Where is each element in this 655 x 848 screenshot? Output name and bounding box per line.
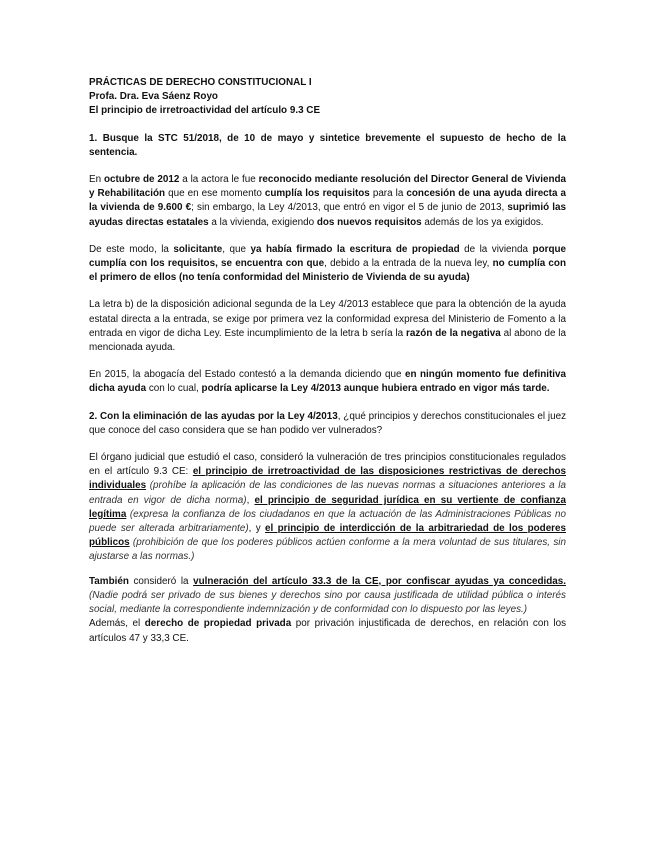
text-run: de la vivienda: [459, 243, 533, 255]
text-run: a la vivienda, exigiendo: [208, 216, 317, 228]
text-run: Además, el: [89, 618, 145, 630]
answer-1-paragraph-4: [89, 368, 566, 396]
course-title: PRÁCTICAS DE DERECHO CONSTITUCIONAL I: [89, 77, 312, 88]
text-run: el principio de irretroactividad de las disposiciones restrictivas de derechos individuales: [89, 466, 566, 492]
text-run: ; sin embargo, la Ley 4/2013, que entró en vigor el 5 de junio de 2013,: [191, 202, 508, 214]
text-run: el principio de seguridad jurídica en su vertiente de confianza legítima: [89, 494, 566, 520]
text-run: cumplía los requisitos: [264, 188, 370, 200]
text-run: el principio de interdicción de la arbitrariedad de los poderes públicos: [89, 523, 567, 549]
text-run: al abono de la mencionada ayuda.: [89, 327, 566, 354]
text-run: (prohíbe la aplicación de las condiciones de las nuevas normas a situaciones anteriores a la entrada en vigor de dicha norma): [89, 480, 566, 506]
text-run: En 2015, la abogacía del Estado contestó a la demanda diciendo que: [89, 369, 405, 381]
text-run: De este modo, la: [89, 243, 174, 255]
professor-name: Profa. Dra. Eva Sáenz Royo: [89, 91, 218, 103]
answer-2-paragraph-3: [89, 617, 566, 645]
text-run: (expresa la confianza de los ciudadanos en que la actuación de las Administraciones Públicas no puede ser alterada arbitrariamente): [89, 508, 566, 535]
answer-1-paragraph-3: [89, 298, 566, 355]
question-2: [89, 410, 566, 438]
answer-2-paragraph-1: [89, 451, 566, 565]
text-run: no cumplía con el primero de ellos (no tenía conformidad del Ministerio de Vivienda de su ayuda): [89, 258, 566, 284]
text-run: con lo cual,: [146, 383, 202, 395]
text-run: concesión de una ayuda directa a la vivienda de 9.600 €: [89, 188, 567, 214]
answer-1-paragraph-1: [89, 173, 566, 230]
text-run: que en ese momento: [165, 188, 265, 200]
answer-1-paragraph-2: [89, 243, 566, 286]
text-run: ,: [246, 494, 255, 506]
text-run: en ningún momento fue definitiva dicha ayuda: [89, 369, 567, 395]
topic-title: El principio de irretroactividad del artículo 9.3 CE: [89, 105, 321, 117]
text-run: El órgano judicial que estudió el caso, consideró la vulneración de tres principios constitucionales regulados en el artículo 9.3 CE:: [89, 452, 566, 478]
text-run: La letra b) de la disposición adicional segunda de la Ley 4/2013 establece que para la obtención de la ayuda estatal directa a la entrada, se exige por primera vez la conformidad expresa del Ministerio de Fomento a la entrada en vigor de dicha Ley. Este incumplimiento de la letra b sería la: [89, 299, 566, 339]
text-run: ya había firmado la escritura de propiedad: [250, 243, 460, 255]
text-run: solicitante: [173, 243, 223, 255]
text-run: para la: [369, 188, 407, 200]
text-run: dos nuevos requisitos: [316, 216, 422, 228]
text-run: derecho de propiedad privada: [144, 618, 292, 630]
text-run: , debido a la entrada de la nueva ley,: [324, 258, 493, 270]
text-run: porque cumplía con los requisitos, se encuentra con que: [89, 243, 566, 270]
text-run: En: [89, 174, 104, 186]
text-run: , y: [248, 523, 266, 535]
answer-2-paragraph-2: [89, 575, 566, 618]
text-run: También: [89, 575, 129, 587]
text-run: , ¿qué principios y derechos constitucionales el juez que conoce del caso considera que se han podido ver vulnerados?: [89, 410, 567, 436]
text-run: vulneración del artículo 33.3 de la CE, por confiscar ayudas ya concedidas.: [193, 575, 567, 587]
text-run: a la actora le fue: [179, 174, 259, 186]
text-run: reconocido mediante resolución del Director General de Vivienda y Rehabilitación: [89, 174, 566, 200]
text-run: podría aplicarse la Ley 4/2013: [201, 383, 341, 395]
text-run: por privación injustificada de derechos, en relación con los artículos 47 y 33,3 CE.: [89, 618, 567, 644]
text-run: octubre de 2012: [103, 174, 180, 186]
text-run: suprimió las ayudas directas estatales: [89, 202, 566, 228]
text-run: aunque hubiera entrado en vigor más tarde.: [340, 383, 550, 395]
text-run: (prohibición de que los poderes públicos actúen conforme a la mera voluntad de sus titulares, sin ajustarse a las normas.): [89, 537, 566, 563]
text-run: , que: [222, 243, 251, 255]
text-run: (Nadie podrá ser privado de sus bienes y derechos sino por causa justificada de utilidad pública o interés social, mediante la correspondiente indemnización y de conformidad con lo dispuesto por las leyes.): [89, 589, 566, 616]
text-run: razón de la negativa: [406, 327, 501, 339]
text-run: además de los ya exigidos.: [421, 216, 544, 228]
text-run: consideró la: [128, 575, 194, 587]
document-page: [89, 76, 566, 646]
text-run: 2. Con la eliminación de las ayudas por la Ley 4/2013: [89, 410, 338, 422]
question-1: 1. Busque la STC 51/2018, de 10 de mayo y sintetice brevemente el supuesto de hecho de la sentencia.: [89, 132, 566, 158]
